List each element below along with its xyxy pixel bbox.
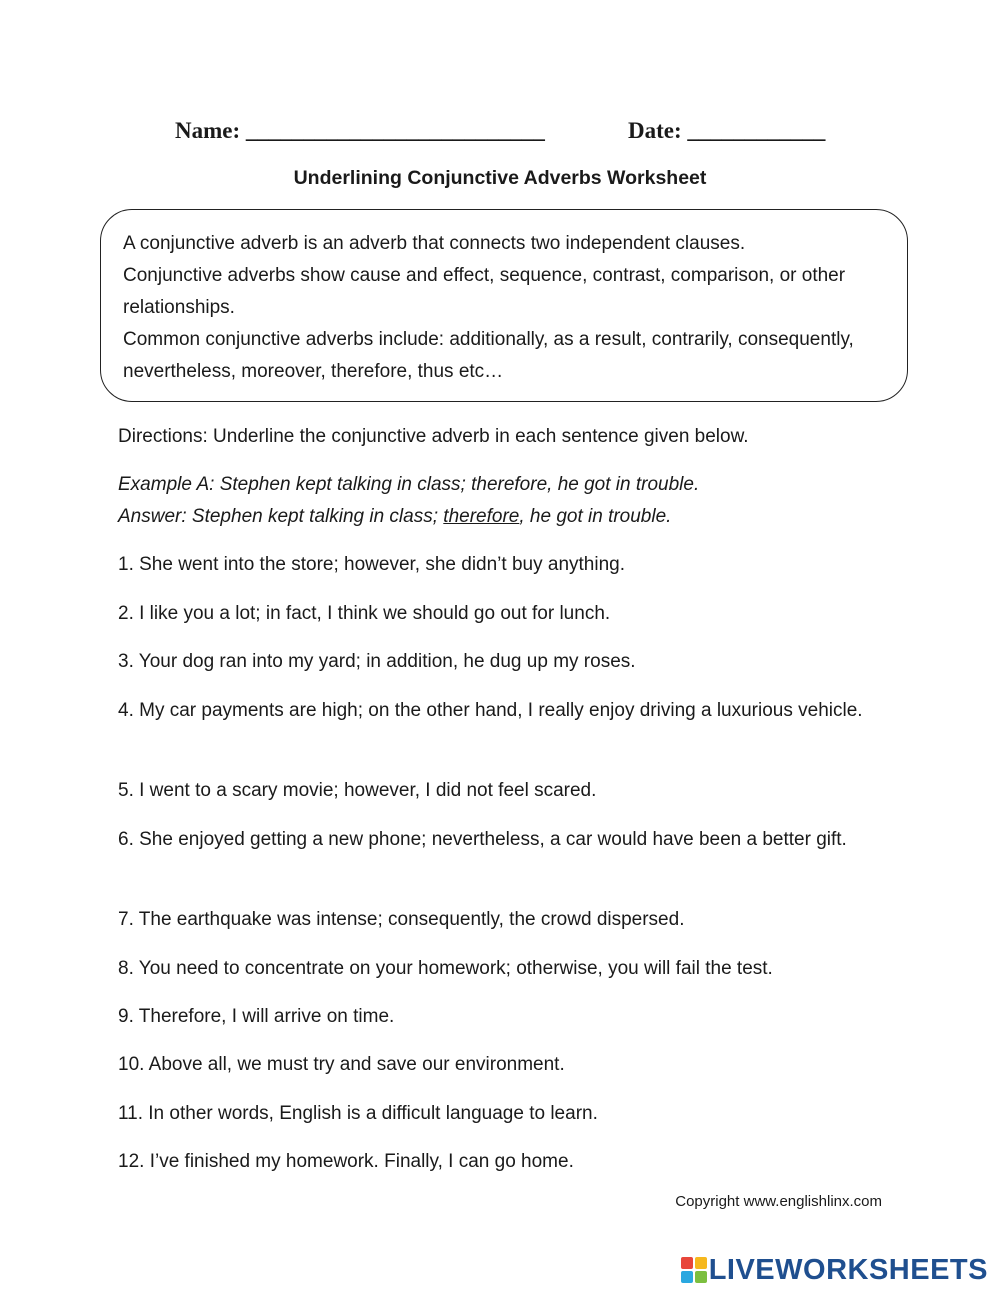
logo-tile-1 [681, 1257, 693, 1269]
definition-line-2: Conjunctive adverbs show cause and effect, sequence, contrast, comparison, or other relationships. [123, 265, 846, 318]
name-field-label: Name: __________________________ [175, 118, 545, 143]
definition-box [100, 209, 908, 402]
logo-tile-2 [695, 1257, 707, 1269]
sentence-7: 7. The earthquake was intense; consequently, the crowd dispersed. [118, 909, 685, 930]
logo-tile-4 [695, 1271, 707, 1283]
brand-name: LIVEWORKSHEETS [708, 1253, 988, 1286]
date-field-label: Date: ____________ [628, 118, 826, 143]
example-answer-after: , he got in trouble. [519, 506, 672, 527]
example-question: Example A: Stephen kept talking in class; therefore, he got in trouble. [118, 474, 700, 495]
example-answer-before: Answer: Stephen kept talking in class; [118, 506, 444, 527]
sentence-2: 2. I like you a lot; in fact, I think we should go out for lunch. [118, 603, 611, 624]
logo-tile-3 [681, 1271, 693, 1283]
sentence-10: 10. Above all, we must try and save our environment. [118, 1054, 565, 1075]
sentence-8: 8. You need to concentrate on your homework; otherwise, you will fail the test. [118, 958, 773, 979]
sentence-1: 1. She went into the store; however, she didn’t buy anything. [118, 554, 625, 575]
definition-line-1: A conjunctive adverb is an adverb that connects two independent clauses. [123, 233, 746, 254]
sentence-4: 4. My car payments are high; on the other hand, I really enjoy driving a luxurious vehicle. [118, 700, 863, 721]
sentence-5: 5. I went to a scary movie; however, I did not feel scared. [118, 780, 597, 801]
copyright-notice: Copyright www.englishlinx.com [675, 1193, 882, 1210]
example-block [118, 469, 898, 533]
worksheet-title: Underlining Conjunctive Adverbs Worksheet [293, 167, 707, 189]
sentence-9: 9. Therefore, I will arrive on time. [118, 1006, 395, 1027]
example-answer-underlined: therefore [443, 506, 520, 527]
sentence-3: 3. Your dog ran into my yard; in addition, he dug up my roses. [118, 651, 636, 672]
example-answer [118, 501, 898, 533]
definition-line-3: Common conjunctive adverbs include: additionally, as a result, contrarily, consequently, nevertheless, moreover, therefore, thus etc… [123, 329, 854, 382]
sentence-11: 11. In other words, English is a difficult language to learn. [118, 1103, 598, 1124]
sentence-6: 6. She enjoyed getting a new phone; nevertheless, a car would have been a better gift. [118, 829, 847, 850]
liveworksheets-logo-icon [681, 1257, 707, 1283]
directions: Directions: Underline the conjunctive adverb in each sentence given below. [118, 426, 749, 447]
sentence-12: 12. I’ve finished my homework. Finally, I can go home. [118, 1151, 574, 1172]
liveworksheets-brand[interactable] [681, 1250, 988, 1290]
